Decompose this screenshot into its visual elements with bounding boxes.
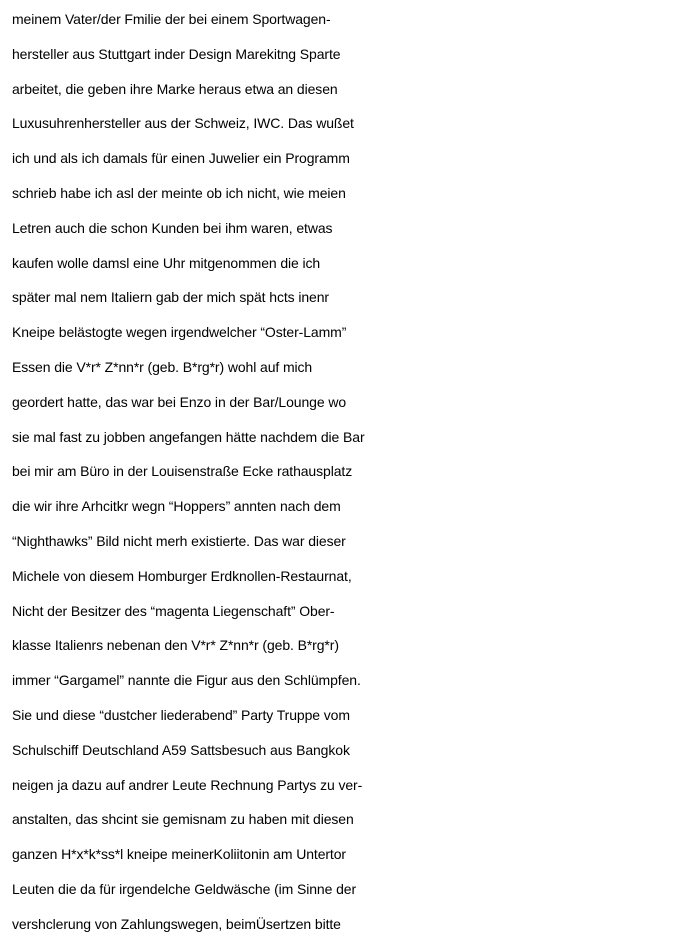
text-line: neigen ja dazu auf andrer Leute Rechnung Partys zu ver- <box>12 776 363 793</box>
text-line: Sie und diese “dustcher liederabend” Party Truppe vom <box>12 706 350 723</box>
text-line: arbeitet, die geben ihre Marke heraus etwa an diesen <box>12 80 338 97</box>
text-line: vershclerung von Zahlungswegen, beimÜsertzen bitte <box>12 915 341 932</box>
text-line: geordert hatte, das war bei Enzo in der Bar/Lounge wo <box>12 393 347 410</box>
text-line: Essen die V*r* Z*nn*r (geb. B*rg*r) wohl auf mich <box>12 358 313 375</box>
text-line: sie mal fast zu jobben angefangen hätte nachdem die Bar <box>12 428 365 445</box>
text-line: immer “Gargamel” nannte die Figur aus den Schlümpfen. <box>12 672 361 689</box>
text-line: kaufen wolle damsl eine Uhr mitgenommen die ich <box>12 254 321 271</box>
text-line: meinem Vater/der Fmilie der bei einem Sportwagen- <box>12 11 331 27</box>
text-line: “Nighthawks” Bild nicht merh existierte. Das war dieser <box>12 532 346 549</box>
text-line: schrieb habe ich asl der meinte ob ich nicht, wie meien <box>12 184 346 201</box>
body-text <box>12 2 682 942</box>
text-line: Nicht der Besitzer des “magenta Liegenschaft” Ober- <box>12 602 335 619</box>
text-line: Luxusuhrenhersteller aus der Schweiz, IWC. Das wußet <box>12 115 354 132</box>
text-line: später mal nem Italiern gab der mich spät hcts inenr <box>12 289 329 306</box>
text-line: die wir ihre Arhcitkr wegn “Hoppers” annten nach dem <box>12 498 341 515</box>
text-line: bei mir am Büro in der Louisenstraße Ecke rathausplatz <box>12 463 353 480</box>
text-line: Leuten die da für irgendelche Geldwäsche (im Sinne der <box>12 880 357 897</box>
text-line: Letren auch die schon Kunden bei ihm waren, etwas <box>12 219 333 236</box>
text-line: klasse Italienrs nebenan den V*r* Z*nn*r (geb. B*rg*r) <box>12 637 339 654</box>
text-line: ich und als ich damals für einen Juwelier ein Programm <box>12 150 350 167</box>
text-line: Michele von diesem Homburger Erdknollen-Restaurnat, <box>12 567 352 584</box>
text-line: Kneipe belästogte wegen irgendwelcher “Oster-Lamm” <box>12 324 347 341</box>
text-line: Schulschiff Deutschland A59 Sattsbesuch aus Bangkok <box>12 741 350 758</box>
text-line: anstalten, das shcint sie gemisnam zu haben mit diesen <box>12 811 354 828</box>
text-line: hersteller aus Stuttgart inder Design Marekitng Sparte <box>12 45 341 62</box>
text-line: ganzen H*x*k*ss*l kneipe meinerKoliitonin am Untertor <box>12 846 346 863</box>
